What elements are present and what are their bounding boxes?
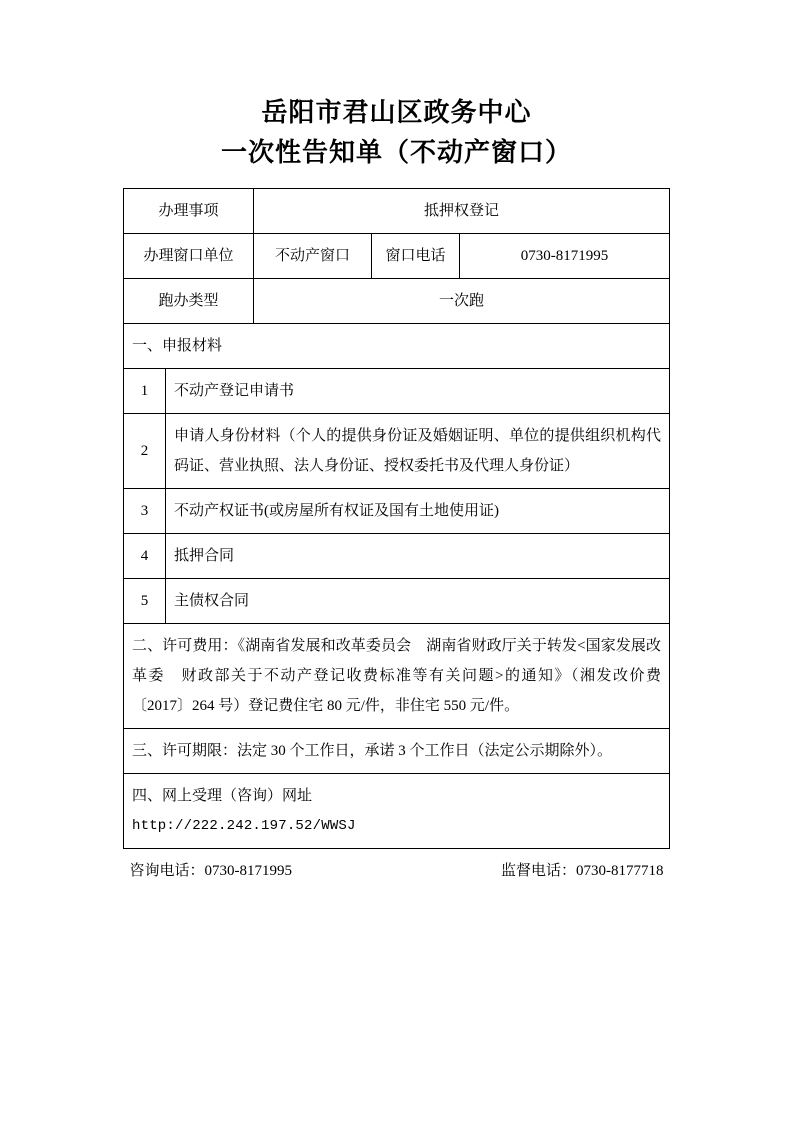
- material-no: 5: [124, 579, 166, 624]
- title-line-2: 一次性告知单（不动产窗口）: [220, 137, 572, 167]
- material-no: 1: [124, 369, 166, 414]
- window-unit-label: 办理窗口单位: [124, 234, 254, 279]
- section-four-heading: 四、网上受理（咨询）网址: [132, 788, 313, 804]
- table-row-section-two: [124, 624, 670, 729]
- table-row-section-one-heading: [124, 324, 670, 369]
- table-row: [124, 414, 670, 489]
- footer: [124, 859, 670, 880]
- material-text: 抵押合同: [166, 534, 670, 579]
- table-row: [124, 369, 670, 414]
- table-row-section-three: [124, 729, 670, 774]
- table-row-section-four: [124, 774, 670, 849]
- material-text: 申请人身份材料（个人的提供身份证及婚姻证明、单位的提供组织机构代码证、营业执照、法人身份证、授权委托书及代理人身份证）: [166, 414, 670, 489]
- section-four-cell: [124, 774, 670, 849]
- section-one-heading: 一、申报材料: [124, 324, 670, 369]
- window-phone-label: 窗口电话: [372, 234, 460, 279]
- table-row: [124, 489, 670, 534]
- material-no: 2: [124, 414, 166, 489]
- material-text: 不动产登记申请书: [166, 369, 670, 414]
- window-phone-value: 0730-8171995: [460, 234, 670, 279]
- material-text: 不动产权证书(或房屋所有权证及国有土地使用证): [166, 489, 670, 534]
- online-service-url[interactable]: http://222.242.197.52/WWSJ: [132, 818, 356, 834]
- material-no: 3: [124, 489, 166, 534]
- table-row: [124, 534, 670, 579]
- material-no: 4: [124, 534, 166, 579]
- section-two-text: 二、许可费用：《湖南省发展和改革委员会 湖南省财政厅关于转发<国家发展改革委 财政部关于不动产登记收费标准等有关问题>的通知》（湘发改价费〔2017〕264 号）登记费住宅 80 元/件，非住宅 550 元/件。: [124, 624, 670, 729]
- supervise-phone: 监督电话：0730-8177718: [501, 863, 664, 879]
- table-row-item: [124, 189, 670, 234]
- title-line-1: 岳阳市君山区政务中心: [261, 97, 532, 127]
- section-three-text: 三、许可期限：法定 30 个工作日，承诺 3 个工作日（法定公示期除外）。: [124, 729, 670, 774]
- item-value: 抵押权登记: [254, 189, 670, 234]
- item-label: 办理事项: [124, 189, 254, 234]
- window-unit-value: 不动产窗口: [254, 234, 372, 279]
- run-type-label: 跑办类型: [124, 279, 254, 324]
- document-title: [0, 0, 793, 172]
- table-row-run-type: [124, 279, 670, 324]
- table-row-window: [124, 234, 670, 279]
- table-row: [124, 579, 670, 624]
- material-text: 主债权合同: [166, 579, 670, 624]
- consult-phone: 咨询电话：0730-8171995: [129, 863, 292, 879]
- run-type-value: 一次跑: [254, 279, 670, 324]
- notice-table: [123, 188, 670, 849]
